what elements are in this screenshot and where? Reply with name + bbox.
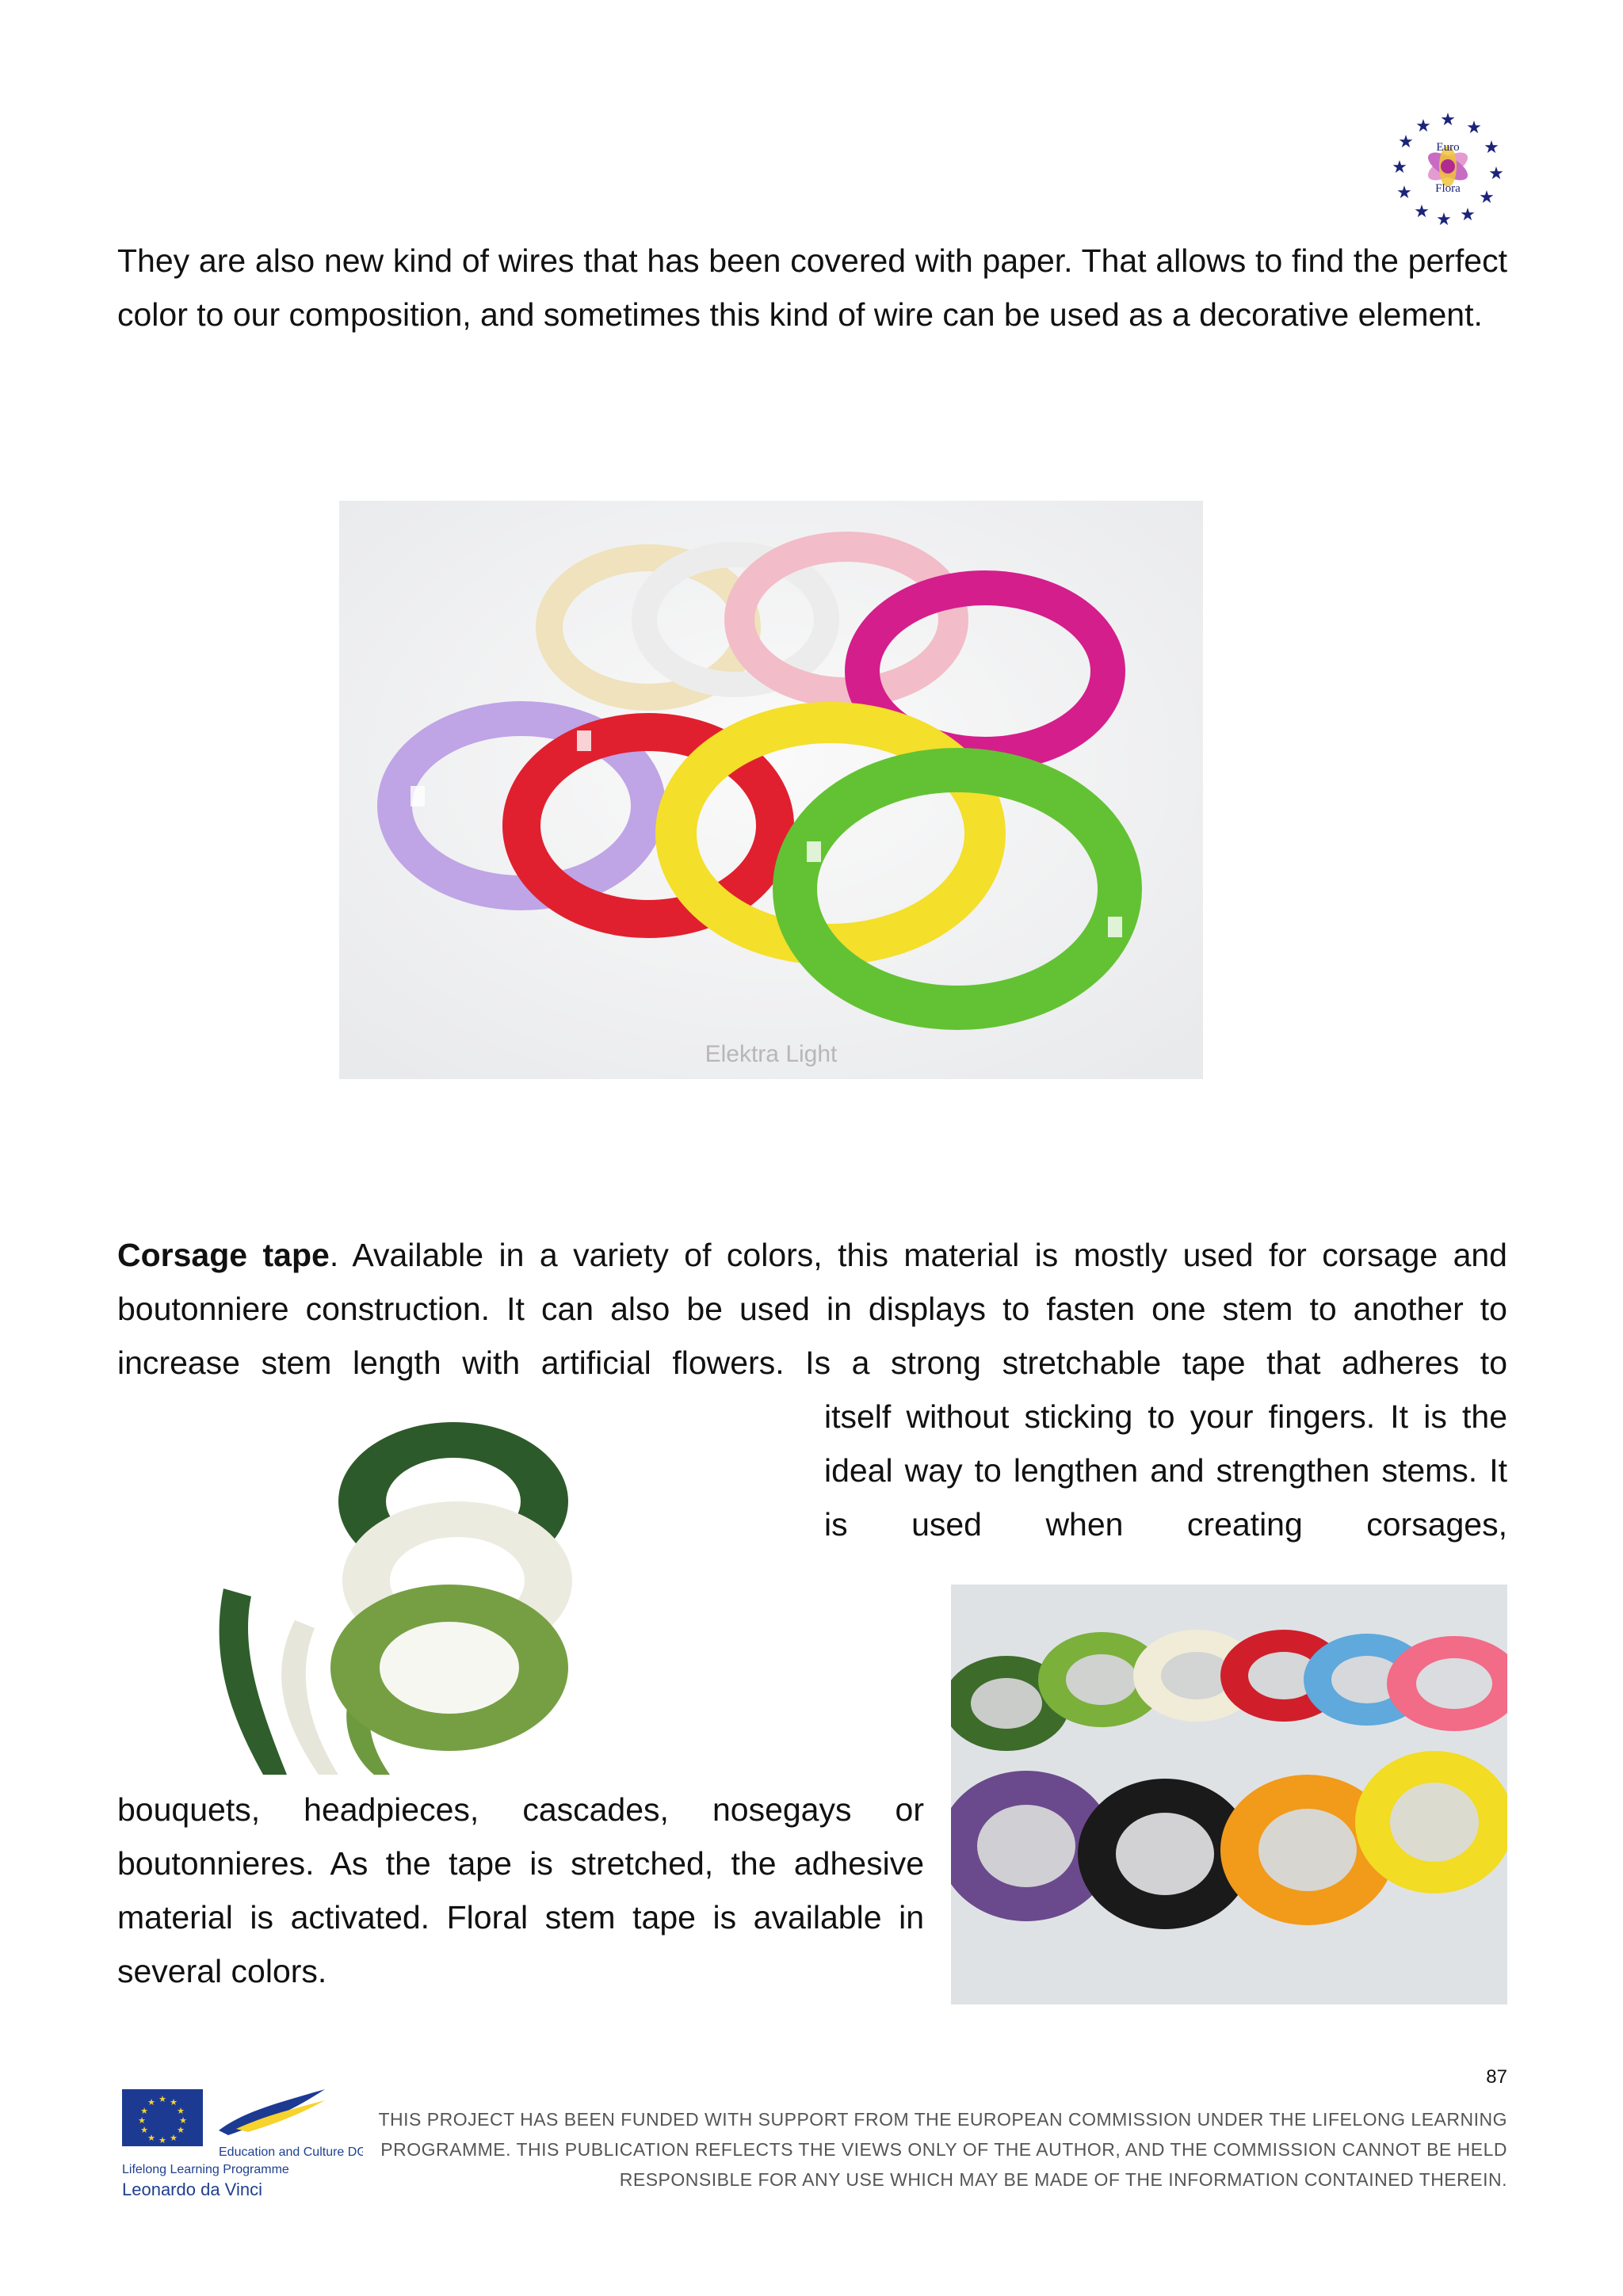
svg-text:Euro: Euro bbox=[1436, 141, 1460, 154]
footer-logos bbox=[117, 2080, 363, 2206]
corsage-tape-text-c: bouquets, headpieces, cascades, nosegays or boutonnieres. As the tape is stretched, the adhesive material is activated. Floral stem tape is available in several colors. bbox=[117, 1791, 924, 1989]
colored-tape-rolls-image bbox=[951, 1585, 1507, 2004]
svg-text:★: ★ bbox=[1466, 117, 1482, 137]
svg-text:★: ★ bbox=[158, 2136, 166, 2145]
lifelong-learning-swoosh-icon bbox=[219, 2089, 325, 2135]
edu-label: Education and Culture DG bbox=[219, 2145, 363, 2159]
svg-text:★: ★ bbox=[1414, 201, 1430, 221]
svg-text:★: ★ bbox=[1398, 132, 1414, 151]
leonardo-label: Leonardo da Vinci bbox=[122, 2180, 262, 2199]
paper-covered-wires-image bbox=[339, 501, 1203, 1079]
svg-text:★: ★ bbox=[1479, 187, 1495, 207]
svg-text:★: ★ bbox=[1488, 163, 1504, 183]
svg-text:★: ★ bbox=[179, 2116, 187, 2126]
corsage-tape-paragraph bbox=[117, 1228, 1507, 1390]
svg-text:★: ★ bbox=[177, 2126, 185, 2135]
svg-text:★: ★ bbox=[177, 2107, 185, 2116]
corsage-tape-text-a: . Available in a variety of colors, this material is mostly used for corsage and boutonniere construction. It can also be used in displays to fasten one stem to another to increase stem length with artificial flowers. Is a strong stretchable tape that adheres to bbox=[117, 1237, 1507, 1381]
corsage-tape-text-b: itself without sticking to your fingers. It is the ideal way to lengthen and strengthen stems. It is used when creating corsages, bbox=[824, 1398, 1507, 1543]
svg-text:★: ★ bbox=[147, 2134, 155, 2143]
page-number: 87 bbox=[1486, 2066, 1507, 2088]
svg-text:★: ★ bbox=[1460, 204, 1476, 224]
svg-text:★: ★ bbox=[1440, 109, 1456, 129]
svg-text:Flora: Flora bbox=[1435, 182, 1461, 195]
disclaimer-line-3: RESPONSIBLE FOR ANY USE WHICH MAY BE MADE OF THE INFORMATION CONTAINED THEREIN. bbox=[619, 2169, 1507, 2190]
svg-text:★: ★ bbox=[1392, 157, 1407, 177]
watermark-text: Elektra Light bbox=[705, 1041, 838, 1067]
svg-text:★: ★ bbox=[138, 2116, 146, 2126]
svg-text:★: ★ bbox=[170, 2134, 178, 2143]
svg-text:★: ★ bbox=[1415, 116, 1431, 135]
svg-text:★: ★ bbox=[1396, 182, 1412, 202]
disclaimer-line-1: THIS PROJECT HAS BEEN FUNDED WITH SUPPORT FROM THE EUROPEAN COMMISSION UNDER THE LIFELONG LEARNING bbox=[378, 2109, 1507, 2130]
intro-paragraph: They are also new kind of wires that has been covered with paper. That allows to find the perfect color to our composition, and sometimes this kind of wire can be used as a decorative element. bbox=[117, 242, 1507, 333]
euro-flora-logo bbox=[1388, 109, 1507, 228]
disclaimer-line-2: PROGRAMME. THIS PUBLICATION REFLECTS THE VIEWS ONLY OF THE AUTHOR, AND THE COMMISSION CANNOT BE HELD bbox=[380, 2139, 1507, 2160]
footer-disclaimer bbox=[349, 2104, 1507, 2195]
eu-flag-icon bbox=[122, 2089, 203, 2146]
svg-text:★: ★ bbox=[1436, 209, 1452, 228]
svg-text:★: ★ bbox=[147, 2098, 155, 2107]
corsage-tape-term: Corsage tape bbox=[117, 1237, 330, 1273]
programme-label: Lifelong Learning Programme bbox=[122, 2163, 289, 2176]
floral-tape-rolls-image bbox=[176, 1414, 588, 1779]
svg-text:★: ★ bbox=[170, 2098, 178, 2107]
svg-text:★: ★ bbox=[140, 2107, 148, 2116]
svg-text:★: ★ bbox=[1484, 137, 1499, 157]
svg-text:★: ★ bbox=[158, 2095, 166, 2104]
svg-text:★: ★ bbox=[140, 2126, 148, 2135]
